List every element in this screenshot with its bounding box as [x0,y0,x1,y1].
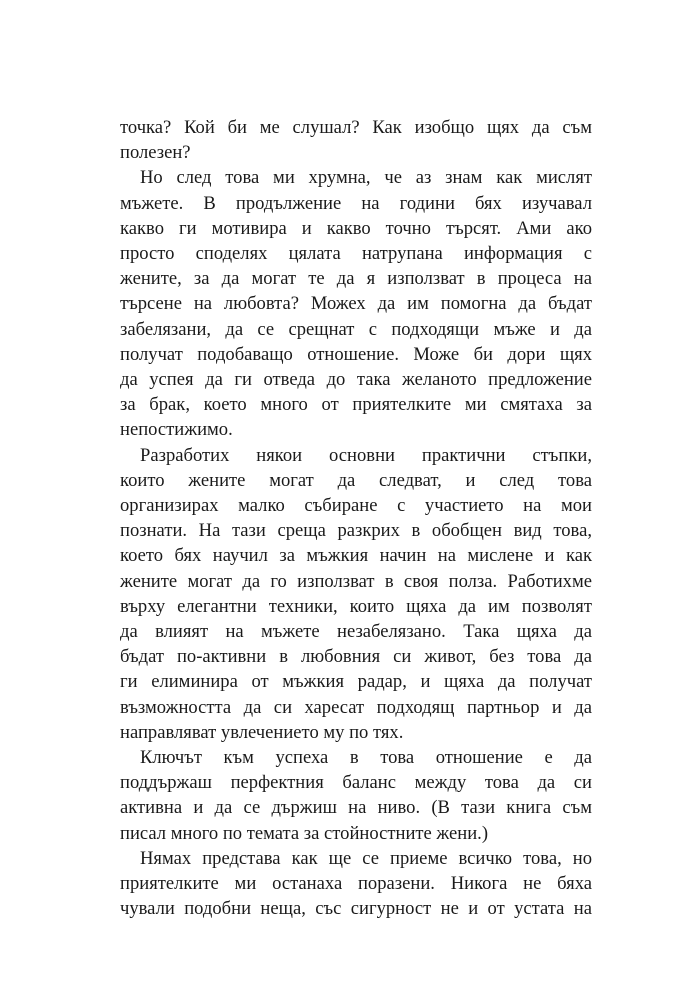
text-line: ги елиминира от мъжкия радар, и щяха да получат [120,671,592,693]
text-line: полезен? [120,142,191,164]
text-line: които жените могат да следват, и след това [120,469,592,491]
text-line: жените, за да могат те да я използват в процеса на [120,268,592,290]
text-line: Ключът към успеха в това отношение е да [140,747,592,769]
text-line: писал много по темата за стойностните жени.) [120,822,489,844]
text-line: мъжете. В продължение на години бях изучавал [120,192,592,214]
page-body [120,115,592,922]
paragraph [120,745,592,846]
text-line: какво ги мотивира и какво точно търсят. Ами ако [120,217,592,239]
text-line: Разработих някои основни практични стъпки, [140,444,592,466]
text-line: активна и да се държиш на ниво. (В тази книга съм [120,797,592,819]
paragraph [120,443,592,745]
text-line: за брак, което много от приятелките ми смятаха за [120,394,592,416]
text-line: търсене на любовта? Можех да им помогна да бъдат [120,293,592,315]
text-line: получат подобаващо отношение. Може би дори щях [120,343,592,365]
text-line: поддържаш перфектния баланс между това да си [120,772,592,794]
text-line: чували подобни неща, със сигурност не и от устата на [120,898,592,920]
text-line: направляват увлечението му по тях. [120,721,404,743]
text-line: възможността да си харесат подходящ партньор и да [120,696,592,718]
text-line: непостижимо. [120,419,233,441]
text-line: да влияят на мъжете незабелязано. Така щяха да [120,621,592,643]
text-line: Но след това ми хрумна, че аз знам как мислят [140,167,592,189]
text-line: бъдат по-активни в любовния си живот, без това да [120,646,592,668]
text-line: жените могат да го използват в своя полза. Работихме [120,570,592,592]
text-line: приятелките ми останаха поразени. Никога не бяха [120,873,592,895]
text-line: да успея да ги отведа до така желаното предложение [120,369,592,391]
text-line: върху елегантни техники, които щяха да им позволят [120,595,592,617]
paragraph [120,165,592,442]
text-line: организирах малко събиране с участието на мои [120,495,592,517]
paragraph [120,846,592,922]
text-line: което бях научил за мъжкия начин на мислене и как [120,545,592,567]
paragraph [120,115,592,165]
text-line: познати. На тази среща разкрих в обобщен вид това, [120,520,592,542]
text-line: точка? Кой би ме слушал? Как изобщо щях да съм [120,117,592,138]
text-line: просто споделях цялата натрупана информация с [120,243,592,265]
text-line: Нямах представа как ще се приеме всичко това, но [140,847,592,869]
text-line: забелязани, да се срещнат с подходящи мъже и да [120,318,592,340]
